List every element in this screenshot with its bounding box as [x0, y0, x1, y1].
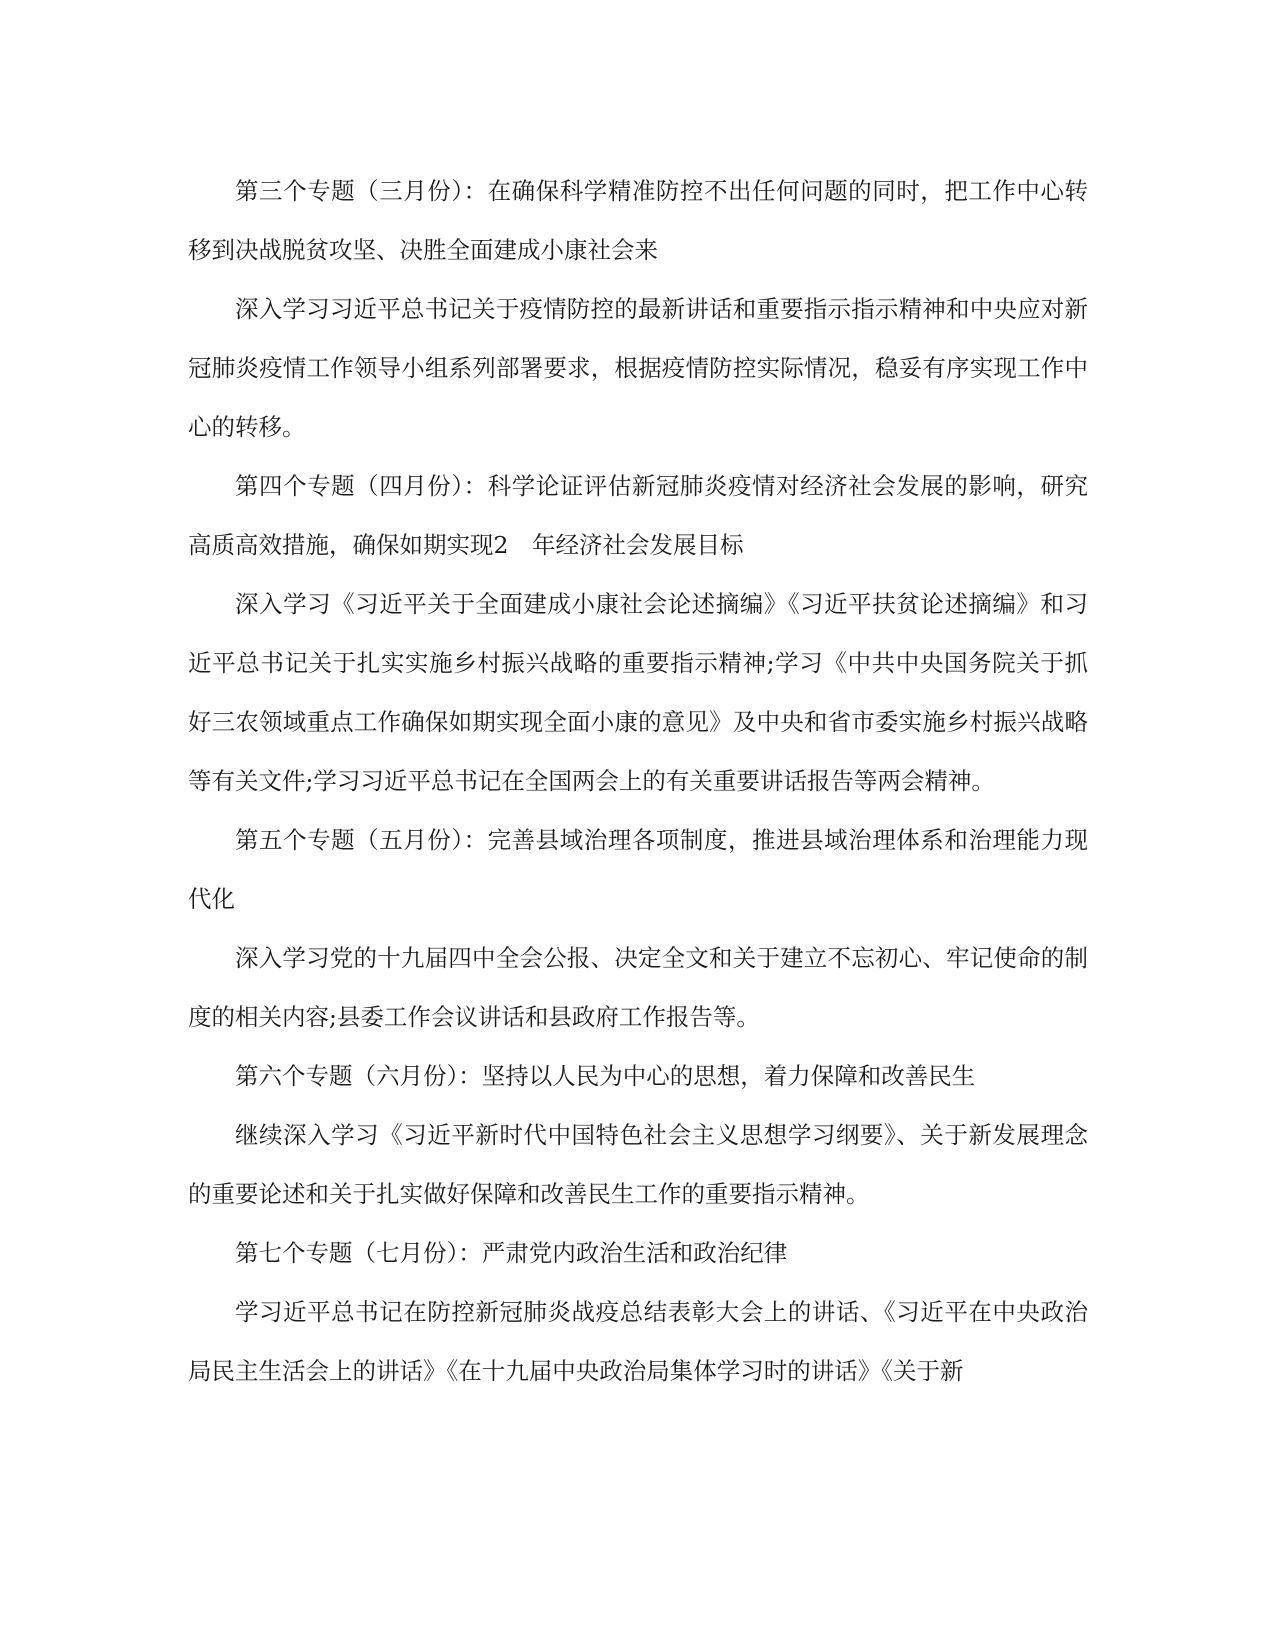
document-body — [188, 162, 1088, 1401]
paragraph-topic-5-body: 深入学习党的十九届四中全会公报、决定全文和关于建立不忘初心、牢记使命的制度的相关内容;县委工作会议讲话和县政府工作报告等。 — [188, 944, 1088, 1031]
paragraph-topic-7-heading: 第七个专题（七月份）：严肃党内政治生活和政治纪律 — [235, 1239, 788, 1267]
paragraph-topic-3-heading: 第三个专题（三月份）：在确保科学精准防控不出任何问题的同时，把工作中心转移到决战脱贫攻坚、决胜全面建成小康社会来 — [188, 177, 1088, 264]
paragraph-topic-4-body: 深入学习《习近平关于全面建成小康社会论述摘编》《习近平扶贫论述摘编》和习近平总书记关于扎实实施乡村振兴战略的重要指示精神;学习《中共中央国务院关于抓好三农领域重点工作确保如期实现全面小康的意见》及中央和省市委实施乡村振兴战略等有关文件;学习习近平总书记在全国两会上的有关重要讲话报告等两会精神。 — [188, 590, 1088, 795]
paragraph-topic-5-heading: 第五个专题（五月份）：完善县域治理各项制度，推进县域治理体系和治理能力现代化 — [188, 826, 1088, 913]
paragraph-topic-3-body: 深入学习习近平总书记关于疫情防控的最新讲话和重要指示指示精神和中央应对新冠肺炎疫情工作领导小组系列部署要求，根据疫情防控实际情况，稳妥有序实现工作中心的转移。 — [188, 295, 1088, 441]
paragraph-topic-4-heading: 第四个专题（四月份）：科学论证评估新冠肺炎疫情对经济社会发展的影响，研究高质高效措施，确保如期实现2 年经济社会发展目标 — [188, 472, 1088, 559]
paragraph-topic-7-body: 学习近平总书记在防控新冠肺炎战疫总结表彰大会上的讲话、《习近平在中央政治局民主生活会上的讲话》《在十九届中央政治局集体学习时的讲话》《关于新 — [188, 1298, 1088, 1385]
paragraph-topic-6-body: 继续深入学习《习近平新时代中国特色社会主义思想学习纲要》、关于新发展理念的重要论述和关于扎实做好保障和改善民生工作的重要指示精神。 — [188, 1121, 1088, 1208]
paragraph-topic-6-heading: 第六个专题（六月份）：坚持以人民为中心的思想，着力保障和改善民生 — [235, 1062, 976, 1090]
